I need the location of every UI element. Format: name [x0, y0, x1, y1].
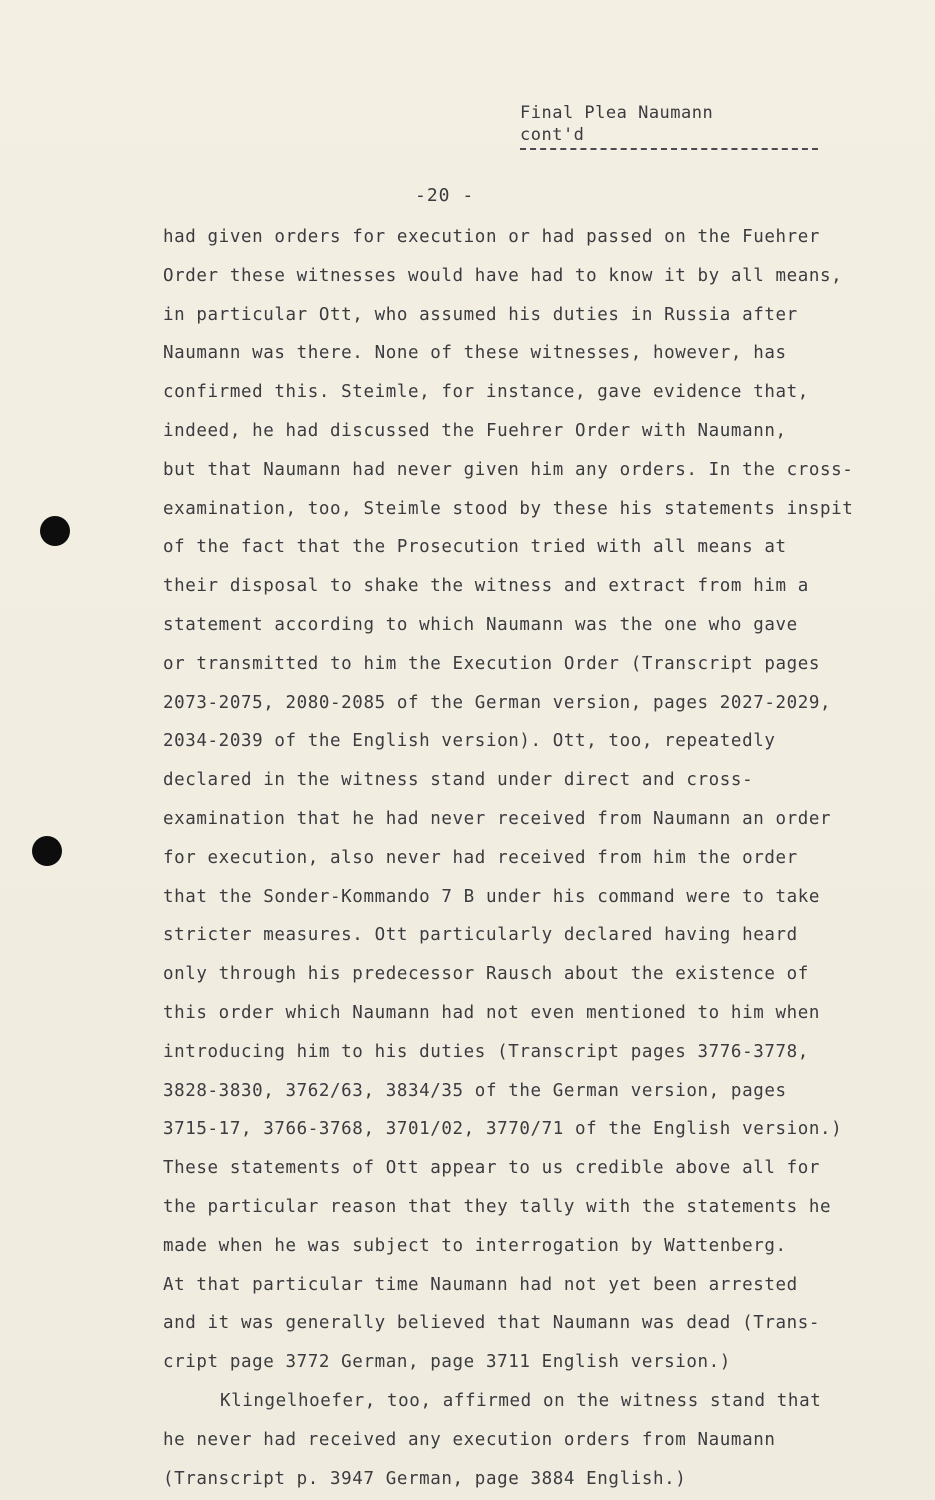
text-line: declared in the witness stand under direct and cross-: [163, 770, 754, 791]
text-line: made when he was subject to interrogation by Wattenberg.: [163, 1235, 787, 1256]
text-line: this order which Naumann had not even mentioned to him when: [163, 1002, 821, 1023]
text-line: only through his predecessor Rausch about the existence of: [163, 964, 809, 985]
text-line: 2073-2075, 2080-2085 of the German version, pages 2027-2029,: [163, 692, 832, 713]
header-title: Final Plea Naumann: [520, 103, 714, 123]
text-line: their disposal to shake the witness and extract from him a: [163, 576, 809, 597]
text-line: introducing him to his duties (Transcript pages 3776-3778,: [163, 1041, 809, 1062]
text-line: and it was generally believed that Naumann was dead (Trans-: [163, 1313, 821, 1334]
text-line: examination, too, Steimle stood by these his statements inspit: [163, 498, 854, 519]
text-line: had given orders for execution or had passed on the Fuehrer: [163, 227, 821, 247]
page-number: -20 -: [415, 185, 475, 206]
text-line: indeed, he had discussed the Fuehrer Order with Naumann,: [163, 420, 787, 441]
text-line: Klingelhoefer, too, affirmed on the witness stand that: [220, 1390, 822, 1411]
text-line: (Transcript p. 3947 German, page 3884 English.): [163, 1468, 687, 1489]
text-line: of the fact that the Prosecution tried with all means at: [163, 537, 787, 558]
header-subtitle: cont'd: [520, 125, 585, 145]
text-line: but that Naumann had never given him any orders. In the cross-: [163, 459, 854, 480]
text-line: the particular reason that they tally with the statements he: [163, 1196, 832, 1217]
text-line: 2034-2039 of the English version). Ott, too, repeatedly: [163, 731, 776, 752]
header-rule: [520, 148, 818, 150]
text-line: Naumann was there. None of these witnesses, however, has: [163, 343, 787, 364]
text-line: or transmitted to him the Execution Order (Transcript pages: [163, 653, 821, 674]
text-line: in particular Ott, who assumed his duties in Russia after: [163, 304, 798, 325]
text-line: stricter measures. Ott particularly declared having heard: [163, 925, 798, 946]
text-line: examination that he had never received from Naumann an order: [163, 808, 832, 829]
text-line: At that particular time Naumann had not yet been arrested: [163, 1274, 798, 1295]
text-line: These statements of Ott appear to us credible above all for: [163, 1158, 821, 1179]
text-line: 3715-17, 3766-3768, 3701/02, 3770/71 of the English version.): [163, 1119, 843, 1140]
text-line: he never had received any execution orders from Naumann: [163, 1429, 776, 1450]
text-line: statement according to which Naumann was the one who gave: [163, 614, 798, 635]
body-text: [163, 218, 898, 1498]
punch-hole: [40, 516, 70, 546]
text-line: 3828-3830, 3762/63, 3834/35 of the German version, pages: [163, 1080, 787, 1101]
text-line: cript page 3772 German, page 3711 English version.): [163, 1352, 731, 1373]
punch-hole: [32, 836, 62, 866]
text-line: for execution, also never had received from him the order: [163, 847, 798, 868]
text-line: Order these witnesses would have had to know it by all means,: [163, 265, 843, 286]
text-line: confirmed this. Steimle, for instance, gave evidence that,: [163, 382, 809, 403]
text-line: that the Sonder-Kommando 7 B under his command were to take: [163, 886, 821, 907]
page-header: [520, 102, 818, 150]
